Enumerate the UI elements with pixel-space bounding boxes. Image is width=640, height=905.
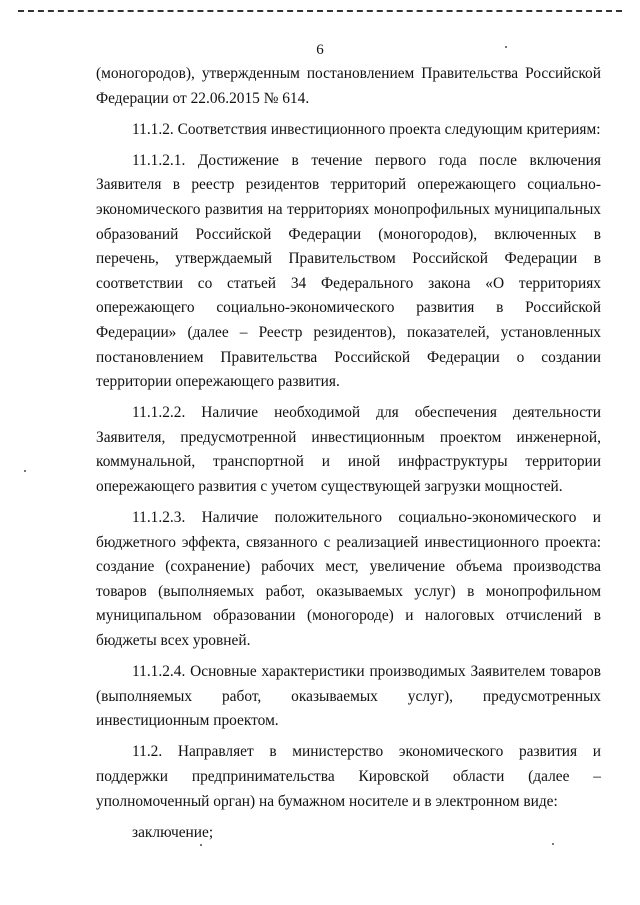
top-border-line	[18, 10, 622, 12]
scan-speck	[505, 46, 507, 48]
paragraph-11-1-2-1: 11.1.2.1. Достижение в течение первого года после включения Заявителя в реестр резидентов территорий опережающего социально-экономического развития на территориях монопрофильных муниципальных образований Российской Федерации (моногородов), включенных в перечень, утверждаемый Правительством Российской Федерации в соответствии со статьей 34 Федерального закона «О территориях опережающего социально-экономического развития в Российской Федерации» (далее – Реестр резидентов), показателей, установленных постановлением Правительства Российской Федерации о создании территории опережающего развития.	[96, 151, 601, 391]
document-body	[96, 62, 601, 852]
scan-speck	[24, 470, 26, 472]
paragraph-conclusion: заключение;	[132, 823, 214, 841]
paragraph-continuation: (моногородов), утвержденным постановлением Правительства Российской Федерации от 22.06.2015 № 614.	[96, 65, 601, 107]
page-number: 6	[316, 42, 324, 58]
paragraph-11-1-2-3: 11.1.2.3. Наличие положительного социально-экономического и бюджетного эффекта, связанного с реализацией инвестиционного проекта: создание (сохранение) рабочих мест, увеличение объема производства товаров (выполняемых работ, оказываемых услуг) в монопрофильном муниципальном образовании (моногороде) и налоговых отчислений в бюджеты всех уровней.	[96, 509, 601, 650]
paragraph-11-2: 11.2. Направляет в министерство экономического развития и поддержки предпринимательства Кировской области (далее – уполномоченный орган) на бумажном носителе и в электронном виде:	[96, 743, 601, 810]
paragraph-11-1-2-2: 11.1.2.2. Наличие необходимой для обеспечения деятельности Заявителя, предусмотренной инвестиционным проектом инженерной, коммунальной, транспортной и иной инфраструктуры территории опережающего развития с учетом существующей загрузки мощностей.	[96, 404, 601, 495]
scan-speck	[552, 843, 554, 845]
scan-speck	[200, 844, 202, 846]
paragraph-11-1-2: 11.1.2. Соответствия инвестиционного проекта следующим критериям:	[132, 120, 601, 138]
paragraph-11-1-2-4: 11.1.2.4. Основные характеристики производимых Заявителем товаров (выполняемых работ, оказываемых услуг), предусмотренных инвестиционным проектом.	[96, 663, 601, 730]
